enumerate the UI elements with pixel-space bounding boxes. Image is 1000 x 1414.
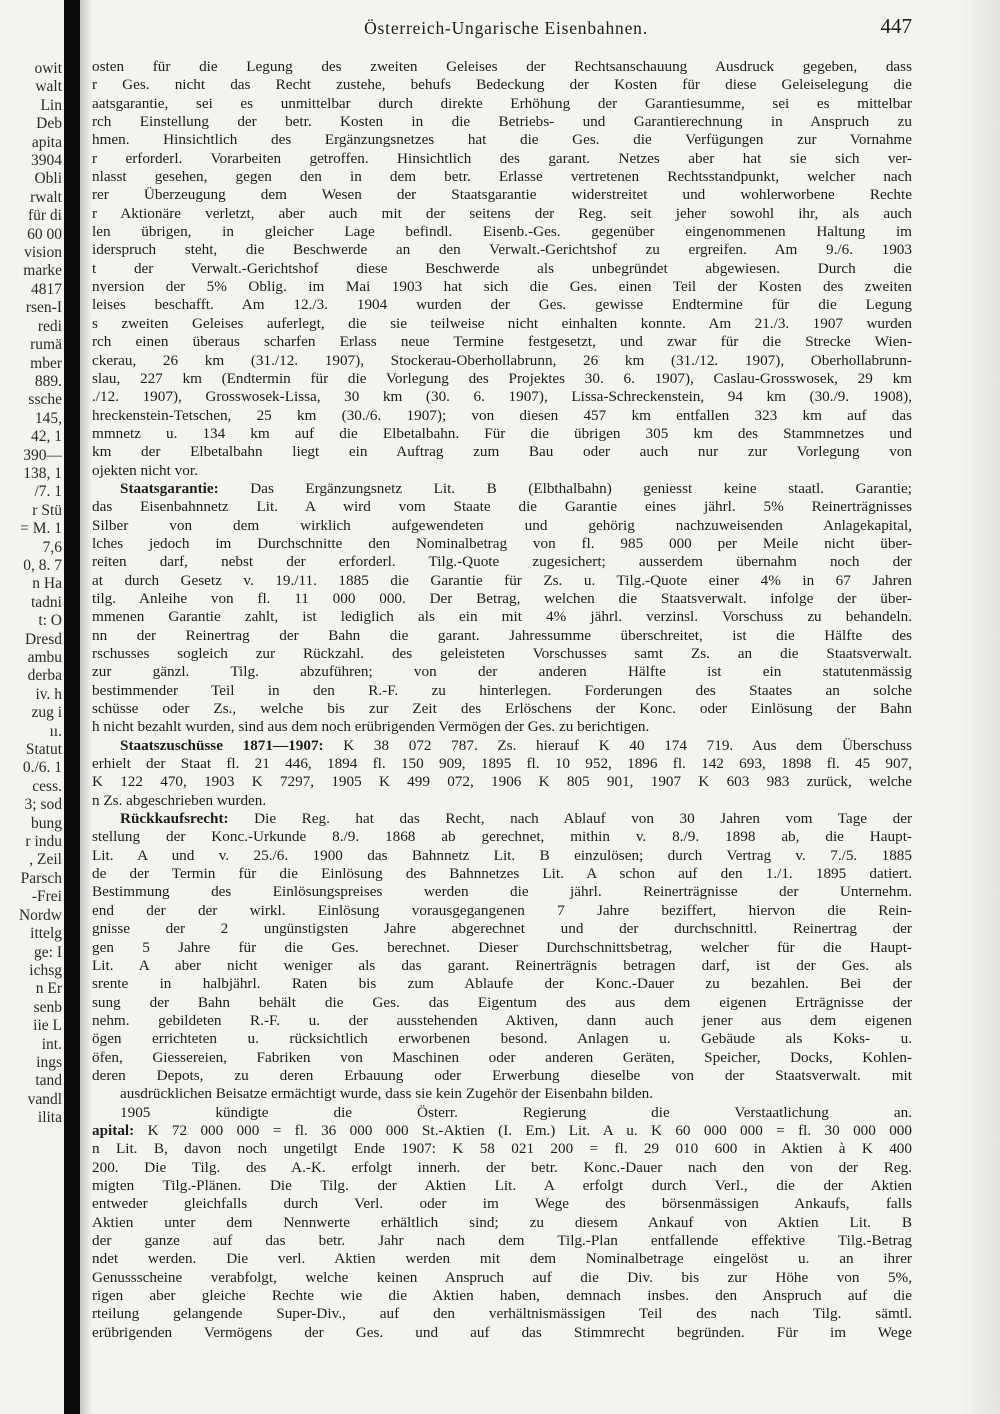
facing-page-fragment: ichsg <box>29 961 62 979</box>
text-line: de der Termin für die Einlösung des Bahnnetzes Lit. A schon auf den 1./1. 1895 datiert. <box>92 865 912 883</box>
facing-page-fragment: Deb <box>36 115 62 133</box>
facing-page-fragment: vandl <box>27 1090 62 1108</box>
text-line: mmnetz u. 134 km auf die Elbetalbahn. Für die übrigen 305 km des Stammnetzes und <box>92 424 912 442</box>
text-line: Staatsgarantie: Das Ergänzungsnetz Lit. B (Elbthalbahn) geniesst keine staatl. Garantie; <box>120 479 912 497</box>
text-line: ndet werden. Die verl. Aktien werden mit dem Nominalbetrage eingelöst u. an ihrer <box>92 1250 912 1268</box>
text-line: rer Überzeugung dem Wesen der Staatsgarantie widerstreitet und wohlerworbene Rechte <box>92 186 912 204</box>
section-heading: apital: <box>92 1121 135 1139</box>
text-line: schüsse oder Zs., welche bis zur Zeit des Erlöschens der Konc. oder Einlösung der Bahn <box>92 700 912 718</box>
facing-page-fragment: 145, <box>34 409 62 427</box>
facing-page-fragment: Nordw <box>18 906 62 924</box>
text-line: reiten darf, nebst der erforderl. Tilg.-Quote zugesichert; ausserdem übernahm noch der <box>92 553 912 571</box>
text-line: deren Depots, zu deren Erbauung oder Erwerbung dieselbe von der Staatsverwalt. mit <box>92 1066 912 1084</box>
text-line: r Ges. nicht das Recht zustehe, behufs Bedeckung der Kosten für diese Geleiselegung die <box>92 76 912 94</box>
facing-page-fragment: vision <box>24 244 62 262</box>
text-line: r erforderl. Vorarbeiten getroffen. Hinsichtlich des garant. Netzes aber hat sie sich ver- <box>92 149 912 167</box>
facing-page-fragments <box>0 60 62 1414</box>
facing-page-fragment: -Frei <box>31 888 62 906</box>
page-number: 447 <box>880 14 912 38</box>
section-heading: Staatszuschüsse 1871—1907: <box>120 736 324 754</box>
facing-page-fragment: t: O <box>38 612 62 630</box>
facing-page-fragment: Statut <box>25 741 62 759</box>
text-line: n Zs. abgeschrieben wurden. <box>92 791 267 809</box>
facing-page-fragment: walt <box>35 78 62 96</box>
facing-page-fragment: ilita <box>37 1109 62 1127</box>
text-line: leises beschafft. Am 12./3. 1904 wurden der Ges. gewisse Endtermine für die Legung <box>92 296 912 314</box>
text-line: Aktien unter dem Nennwerte erhältlich sind; zu diesem Ankauf von Aktien Lit. B <box>92 1213 912 1231</box>
facing-page-fragment: rsen-I <box>25 299 62 317</box>
facing-page-fragment: 390— <box>23 446 62 464</box>
text-line: ojekten nicht vor. <box>92 461 198 479</box>
facing-page-fragment: ıı. <box>49 722 62 740</box>
facing-page-fragment: Dresd <box>24 630 62 648</box>
text-line: erübrigenden Vermögens der Ges. und auf das Stimmrecht begründen. Für im Wege <box>92 1323 912 1341</box>
text-line: r Aktionäre verletzt, aber auch mit der seitens der Reg. seit jeher sowohl ihr, als auch <box>92 204 912 222</box>
facing-page-fragment: 42, 1 <box>31 428 62 446</box>
facing-page-fragment: owit <box>34 60 62 77</box>
facing-page-fragment: Obli <box>34 170 62 188</box>
text-line: slau, 227 km (Endtermin für die Vorlegung des Projektes 30. 6. 1907), Caslau-Grosswosek, 29 km <box>92 369 912 387</box>
text-line: ausdrücklichen Beisatze ermächtigt wurde, dass sie kein Zugehör der Eisenbahn bilden. <box>120 1085 654 1103</box>
facing-page-fragment: für di <box>27 207 62 225</box>
section-heading: Staatsgarantie: <box>120 479 219 497</box>
text-line: nehm. gebildeten R.-F. u. der ausstehenden Aktiven, dann auch jener aus dem eigenen <box>92 1011 912 1029</box>
facing-page-fragment: Lin <box>40 96 62 114</box>
facing-page-fragment: 889. <box>34 372 62 390</box>
text-line: Silber von dem wirklich aufgewendeten und gehörig nachzuweisenden Anlagekapital, <box>92 516 912 534</box>
facing-page-fragment: int. <box>41 1035 62 1053</box>
spine-shadow <box>80 0 92 1414</box>
facing-page-fragment: n Er <box>35 980 62 998</box>
text-line: end der der wirkl. Einlösung vorausgegangenen 7 Jahre beziffert, hiervon die Rein- <box>92 901 912 919</box>
facing-page-fragment: tadni <box>31 593 62 611</box>
facing-page-fragment: rumä <box>30 336 62 354</box>
text-line: osten für die Legung des zweiten Geleises der Rechtsanschauung Ausdruck gegeben, dass <box>92 58 912 75</box>
facing-page-fragment: /7. 1 <box>34 483 62 501</box>
facing-page-fragment: 3; sod <box>24 796 62 814</box>
text-line: rch einen überaus scharfen Erlass neue Termine festgesetzt, und zwar für die Strecke Wien- <box>92 333 912 351</box>
text-line: km der Elbetalbahn liegt ein Auftrag zum Bau oder auch nur zur Vorlegung von <box>92 443 912 461</box>
facing-page-fragment: redi <box>37 317 62 335</box>
facing-page-fragment: r indu <box>25 833 62 851</box>
text-line: der ganze auf das betr. Jahr nach dem Tilg.-Plan entfallende effektive Tilg.-Betrag <box>92 1232 912 1249</box>
facing-page-fragment: derba <box>27 667 62 685</box>
facing-page-fragment: 7,6 <box>42 538 62 556</box>
facing-page-fragment: ings <box>36 1053 62 1071</box>
text-line: Bestimmung des Einlösungspreises werden die jährl. Reinerträgnisse der Unternehm. <box>92 883 912 901</box>
text-line: bestimmender Teil in den R.-F. zu hinterlegen. Forderungen des Staates an solche <box>92 681 912 699</box>
facing-page-fragment: = M. 1 <box>20 520 62 538</box>
text-line: öfen, Giessereien, Fabriken von Maschinen oder anderen Geräten, Speicher, Docks, Kohlen- <box>92 1048 912 1066</box>
text-line: hreckenstein-Tetschen, 25 km (30./6. 1907); von diesen 457 km entfallen 323 km auf das <box>92 406 912 424</box>
facing-page-fragment: ittelg <box>30 925 62 943</box>
text-line: ckerau, 26 km (31./12. 1907), Stockerau-Oberhollabrunn, 26 km (31./12. 1907), Oberhollabrunn- <box>92 351 912 369</box>
text-line: Lit. A und v. 25./6. 1900 das Bahnnetz Lit. B einzulösen; durch Vertrag v. 7./5. 1885 <box>92 846 912 864</box>
page-header <box>100 14 912 44</box>
facing-page-fragment: 0./6. 1 <box>22 759 62 777</box>
text-line: tilg. Anleihe von fl. 11 000 000. Der Betrag, welchen die Staatsverwalt. infolge der über- <box>92 589 912 607</box>
text-line: rteilung gelangende Super-Div., auf den verhältnismässigen Teil des nach Tilg. sämtl. <box>92 1305 912 1323</box>
text-line: K 122 470, 1903 K 7297, 1905 K 499 072, 1906 K 805 901, 1907 K 603 983 zurück, welche <box>92 773 912 791</box>
facing-page-fragment: apita <box>31 133 62 151</box>
text-line: nn der Reinertrag der Bahn die garant. Jahressumme überschreitet, ist die Hälfte des <box>92 626 912 644</box>
text-line: Genussscheine verabfolgt, welche keinen Anspruch auf die Div. bis zur Höhe von 5%, <box>92 1268 912 1286</box>
text-line: das Eisenbahnnetz Lit. A wird vom Staate die Garantie eines jährl. 5% Reinerträgnisses <box>92 498 912 516</box>
text-line: lches jedoch im Durchschnitte den Nominalbetrag von fl. 985 000 per Meile nicht über- <box>92 534 912 552</box>
facing-page-fragment: 138, 1 <box>23 464 62 482</box>
facing-page-fragment: 3904 <box>31 152 62 170</box>
text-line: Rückkaufsrecht: Die Reg. hat das Recht, nach Ablauf von 30 Jahren vom Tage der <box>120 810 912 828</box>
text-line: h nicht bezahlt wurden, sind aus dem noch erübrigenden Vermögen der Ges. zu berichtigen. <box>92 718 650 736</box>
text-line: len übrigen, in gleicher Lage befindl. Eisenb.-Ges. gegenüber eingenommenen Haltung im <box>92 223 912 241</box>
facing-page-fragment: 4817 <box>31 280 62 298</box>
running-title: Österreich-Ungarische Eisenbahnen. <box>364 18 648 38</box>
text-line: hmen. Hinsichtlich des Ergänzungsnetzes hat die Ges. die Verfügungen zur Vornahme <box>92 131 912 149</box>
text-line: srente in halbjährl. Raten bis zum Ablaufe der Konc.-Dauer zu bezahlen. Bei der <box>92 975 912 993</box>
text-line: n Lit. B, davon noch ungetilgt Ende 1907: K 58 021 200 = fl. 29 010 600 in Aktien à K 400 <box>92 1140 912 1158</box>
facing-page-fragment: ssche <box>28 391 62 409</box>
facing-page-fragment: iie L <box>33 1017 62 1035</box>
text-line: at durch Gesetz v. 19./11. 1885 die Garantie für Zs. u. Tilg.-Quote einer 4% in 67 Jahren <box>92 571 912 589</box>
text-line: 200. Die Tilg. des A.-K. erfolgt innerh. der betr. Konc.-Dauer nach den von der Reg. <box>92 1158 912 1176</box>
page-edge-shading <box>960 0 1000 1414</box>
facing-page-fragment: , Zeil <box>29 851 62 869</box>
text-line: nversion der 5% Oblig. im Mai 1903 hat sich die Ges. einen Teil der Kosten des zweiten <box>92 278 912 296</box>
text-line: mmenen Garantie zahlt, ist lediglich als ein mit 4% jährl. verzinsl. Vorschuss zu behandeln. <box>92 608 912 626</box>
text-line: s zweiten Geleises auferlegt, die sie teilweise nicht einhalten konnte. Am 21./3. 1907 wurden <box>92 314 912 332</box>
facing-page-fragment: rwalt <box>30 188 62 206</box>
text-line: 1905 kündigte die Österr. Regierung die Verstaatlichung an. <box>120 1103 912 1121</box>
facing-page-fragment: ambu <box>27 649 62 666</box>
text-line: Staatszuschüsse 1871—1907: K 38 072 787. Zs. hierauf K 40 174 719. Aus dem Überschuss <box>120 736 912 754</box>
text-line: zur gänzl. Tilg. abzuführen; von der anderen Hälfte ist ein statutenmässig <box>92 663 912 681</box>
facing-page-fragment: senb <box>33 998 62 1016</box>
text-line: nlasst gesehen, gegen den in dem betr. Erlasse vertretenen Rechtsstandpunkt, welcher nach <box>92 168 912 186</box>
text-line: ./12. 1907), Grosswosek-Lissa, 30 km (30. 6. 1907), Lissa-Schreckenstein, 94 km (30./9. 1908), <box>92 388 912 406</box>
facing-page-fragment: mber <box>30 354 62 372</box>
text-line: aatsgarantie, sei es unmittelbar durch direkte Erhöhung der Garantiesumme, sei es mittelbar <box>92 94 912 112</box>
facing-page-fragment: r Stü <box>32 501 62 519</box>
facing-page-fragment: 60 00 <box>27 225 62 243</box>
text-line: sung der Bahn behält die Ges. das Eigentum des aus dem eigenen Erträgnisse der <box>92 993 912 1011</box>
facing-page-fragment: n Ha <box>32 575 62 593</box>
facing-page-fragment: 0, 8. 7 <box>23 556 62 574</box>
text-line: migten Tilg.-Plänen. Die Tilg. der Aktien Lit. A erfolgt durch Verl., die der Aktien <box>92 1176 912 1194</box>
text-line: ögen errichteten u. rücksichtlich erworbenen besond. Anlagen u. Gebäude als Koks- u. <box>92 1030 912 1048</box>
facing-page-fragment: marke <box>23 262 62 280</box>
text-line: rschusses sogleich zur Rückzahl. des geleisteten Vorschusses samt Zs. an die Staatsverwalt. <box>92 645 912 662</box>
facing-page-fragment: Parsch <box>20 869 62 887</box>
text-line: stellung der Konc.-Urkunde 8./9. 1868 ab gerechnet, mithin v. 8./9. 1898 ab, die Haupt- <box>92 828 912 846</box>
text-line: gen 5 Jahre für die Ges. berechnet. Dieser Durchschnittsbetrag, welcher für die Haupt- <box>92 938 912 956</box>
text-line: rigen aber gleiche Rechte wie die Aktien haben, demnach insbes. den Anspruch auf die <box>92 1287 912 1305</box>
text-line: apital: K 72 000 000 = fl. 36 000 000 St.-Aktien (I. Em.) Lit. A u. K 60 000 000 = fl. 30 000 000 <box>92 1121 912 1139</box>
page-body <box>92 58 912 1408</box>
section-heading: Rückkaufsrecht: <box>120 810 229 828</box>
text-line: rch Einstellung der betr. Kosten in die Betriebs- und Garantierechnung in Anspruch zu <box>92 113 912 131</box>
facing-page-fragment: cess. <box>32 777 62 795</box>
text-line: iderspruch steht, die Beschwerde an den Verwalt.-Gerichtshof zu ergreifen. Am 9./6. 1903 <box>92 241 912 259</box>
facing-page-fragment: iv. h <box>35 685 62 703</box>
facing-page-fragment: ge: I <box>34 943 62 961</box>
facing-page-fragment: bung <box>31 814 62 832</box>
text-line: entweder gleichfalls durch Verl. oder im Wege des börsenmässigen Ankaufs, falls <box>92 1195 912 1213</box>
text-line: gnisse der 2 ungünstigsten Jahre abgerechnet und der durchschnittl. Reinertrag der <box>92 920 912 938</box>
facing-page-fragment: tand <box>35 1072 62 1090</box>
book-spine <box>64 0 80 1414</box>
text-line: Lit. A aber nicht weniger als das garant. Reinerträgnis betragen darf, ist der Ges. als <box>92 956 912 974</box>
facing-page-fragment: zug i <box>31 704 62 722</box>
text-line: t der Verwalt.-Gerichtshof diese Beschwerde als unbegründet abgewiesen. Durch die <box>92 259 912 277</box>
text-line: erhielt der Staat fl. 21 446, 1894 fl. 150 909, 1895 fl. 10 952, 1896 fl. 142 693, 1898 fl. 45 907, <box>92 755 912 773</box>
